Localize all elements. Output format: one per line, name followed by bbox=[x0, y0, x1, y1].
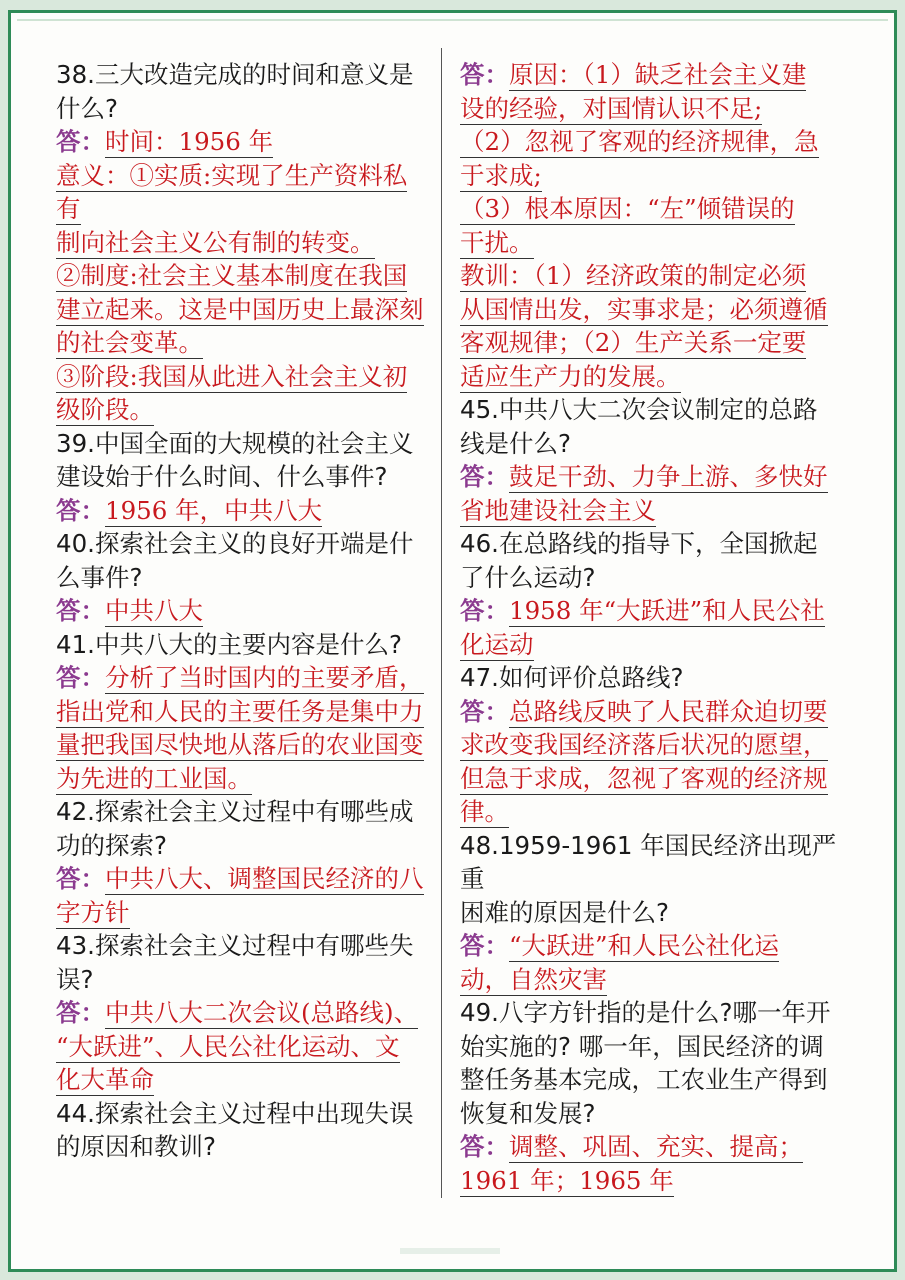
question-line bbox=[460, 896, 845, 930]
answer-line bbox=[56, 326, 441, 360]
answer-line bbox=[56, 762, 441, 796]
text: 40.探索社会主义的良好开端是什 bbox=[56, 529, 414, 558]
text: 调整、巩固、充实、提高； bbox=[509, 1132, 803, 1161]
answer-line bbox=[460, 695, 845, 729]
text: 律。 bbox=[460, 797, 509, 826]
answer-line bbox=[460, 360, 845, 394]
question-line bbox=[56, 1130, 441, 1164]
answer-line bbox=[460, 58, 845, 92]
text: 49.八字方针指的是什么?哪一年开 bbox=[460, 998, 831, 1027]
answer-line bbox=[460, 1164, 845, 1198]
answer-line bbox=[56, 159, 441, 193]
answer-line bbox=[460, 963, 845, 997]
text: 中共八大、调整国民经济的八 bbox=[105, 864, 424, 893]
answer-line bbox=[56, 226, 441, 260]
text: ②制度:社会主义基本制度在我国 bbox=[56, 261, 408, 290]
text: 始实施的? 哪一年，国民经济的调 bbox=[460, 1031, 824, 1061]
answer-line bbox=[460, 460, 845, 494]
text: 48.1959-1961 年国民经济出现严重 bbox=[460, 830, 837, 893]
text: 42.探索社会主义过程中有哪些成 bbox=[56, 797, 414, 826]
answer-line bbox=[56, 192, 441, 226]
footer-watermark bbox=[400, 1248, 500, 1254]
answer-label: 答： bbox=[56, 596, 105, 625]
answer-line bbox=[56, 360, 441, 394]
answer-line bbox=[460, 92, 845, 126]
text: 省地建设社会主义 bbox=[460, 495, 656, 525]
text: ③阶段:我国从此进入社会主义初 bbox=[56, 361, 408, 391]
answer-label: 答： bbox=[460, 696, 509, 726]
text: 45.中共八大二次会议制定的总路 bbox=[460, 395, 818, 424]
answer-label: 答： bbox=[56, 663, 105, 692]
answer-label: 答： bbox=[460, 1132, 509, 1161]
text: 原因：（1）缺乏社会主义建 bbox=[509, 60, 807, 89]
question-line bbox=[460, 561, 845, 595]
question-line bbox=[56, 527, 441, 561]
answer-line bbox=[460, 494, 845, 528]
text: 为先进的工业国。 bbox=[56, 763, 252, 793]
text: 化运动 bbox=[460, 629, 534, 659]
answer-label: 答： bbox=[56, 998, 105, 1027]
text: 么事件? bbox=[56, 562, 143, 592]
answer-line bbox=[460, 728, 845, 762]
text: “大跃进”、人民公社化运动、文 bbox=[56, 1031, 400, 1061]
text: 但急于求成，忽视了客观的经济规 bbox=[460, 763, 828, 793]
left-column bbox=[56, 58, 441, 1164]
question-line bbox=[56, 628, 441, 662]
text: 适应生产力的发展。 bbox=[460, 361, 681, 391]
answer-line bbox=[56, 695, 441, 729]
answer-line bbox=[56, 728, 441, 762]
question-line bbox=[56, 795, 441, 829]
text: 求改变我国经济落后状况的愿望， bbox=[460, 730, 828, 759]
answer-label: 答： bbox=[460, 60, 509, 89]
answer-line bbox=[56, 661, 441, 695]
text: （2）忽视了客观的经济规律，急 bbox=[460, 127, 819, 156]
question-line bbox=[460, 1030, 845, 1064]
question-line bbox=[56, 460, 441, 494]
question-line bbox=[56, 929, 441, 963]
text: 误? bbox=[56, 964, 94, 994]
answer-line bbox=[56, 259, 441, 293]
frame-inner-border bbox=[17, 19, 888, 21]
answer-label: 答： bbox=[56, 495, 105, 525]
text: 量把我国尽快地从落后的农业国变 bbox=[56, 730, 424, 759]
text: 建立起来。这是中国历史上最深刻 bbox=[56, 294, 424, 324]
answer-line bbox=[56, 393, 441, 427]
text: 设的经验，对国情认识不足; bbox=[460, 93, 763, 123]
text: 线是什么? bbox=[460, 428, 572, 458]
text: 38.三大改造完成的时间和意义是 bbox=[56, 60, 414, 89]
text: 于求成; bbox=[460, 160, 542, 190]
text: 干扰。 bbox=[460, 227, 534, 257]
answer-line bbox=[460, 125, 845, 159]
text: 了什么运动? bbox=[460, 562, 596, 592]
answer-label: 答： bbox=[460, 462, 509, 491]
answer-label: 答： bbox=[56, 127, 105, 156]
text: 整任务基本完成，工农业生产得到 bbox=[460, 1065, 828, 1094]
text: “大跃进”和人民公社化运 bbox=[509, 931, 780, 960]
text: 建设始于什么时间、什么事件? bbox=[56, 462, 388, 491]
text: 功的探索? bbox=[56, 830, 168, 860]
answer-line bbox=[460, 795, 845, 829]
text: 教训：（1）经济政策的制定必须 bbox=[460, 261, 807, 290]
question-line bbox=[460, 661, 845, 695]
text: 困难的原因是什么? bbox=[460, 897, 670, 927]
answer-line bbox=[56, 1063, 441, 1097]
answer-line bbox=[56, 594, 441, 628]
answer-line bbox=[460, 1130, 845, 1164]
question-line bbox=[460, 1097, 845, 1131]
text: 鼓足干劲、力争上游、多快好 bbox=[509, 462, 828, 491]
answer-line bbox=[460, 226, 845, 260]
text: 1961 年；1965 年 bbox=[460, 1165, 674, 1195]
question-line bbox=[56, 829, 441, 863]
text: 41.中共八大的主要内容是什么? bbox=[56, 629, 402, 659]
answer-line bbox=[56, 896, 441, 930]
right-column bbox=[460, 58, 845, 1197]
answer-line bbox=[460, 929, 845, 963]
text: 制向社会主义公有制的转变。 bbox=[56, 227, 375, 257]
text: 时间：1956 年 bbox=[105, 127, 274, 156]
text: 客观规律；（2）生产关系一定要 bbox=[460, 328, 807, 357]
question-line bbox=[56, 427, 441, 461]
answer-line bbox=[460, 594, 845, 628]
text: 有 bbox=[56, 194, 81, 223]
answer-line bbox=[460, 192, 845, 226]
answer-line bbox=[460, 628, 845, 662]
question-line bbox=[56, 963, 441, 997]
text: 中共八大 bbox=[105, 596, 203, 625]
text: 总路线反映了人民群众迫切要 bbox=[509, 696, 828, 726]
column-divider bbox=[441, 48, 442, 1198]
text: 化大革命 bbox=[56, 1065, 154, 1094]
answer-line bbox=[56, 996, 441, 1030]
text: 44.探索社会主义过程中出现失误 bbox=[56, 1098, 414, 1128]
question-line bbox=[56, 561, 441, 595]
text: 什么? bbox=[56, 93, 119, 123]
answer-line bbox=[460, 762, 845, 796]
text: 的社会变革。 bbox=[56, 328, 203, 357]
question-line bbox=[460, 996, 845, 1030]
question-line bbox=[460, 427, 845, 461]
answer-line bbox=[460, 259, 845, 293]
text: 级阶段。 bbox=[56, 395, 154, 424]
text: 1958 年“大跃进”和人民公社 bbox=[509, 596, 825, 625]
answer-label: 答： bbox=[460, 931, 509, 960]
text: 1956 年，中共八大 bbox=[105, 495, 323, 525]
text: 43.探索社会主义过程中有哪些失 bbox=[56, 931, 414, 960]
answer-line bbox=[56, 862, 441, 896]
answer-label: 答： bbox=[460, 596, 509, 625]
text: 分析了当时国内的主要矛盾， bbox=[105, 663, 424, 692]
question-line bbox=[460, 829, 845, 896]
answer-line bbox=[460, 326, 845, 360]
text: 意义：①实质:实现了生产资料私 bbox=[56, 160, 408, 190]
answer-line bbox=[56, 1030, 441, 1064]
text: （3）根本原因：“左”倾错误的 bbox=[460, 194, 795, 223]
answer-line bbox=[460, 159, 845, 193]
question-line bbox=[460, 1063, 845, 1097]
text: 39.中国全面的大规模的社会主义 bbox=[56, 428, 414, 458]
text: 中共八大二次会议(总路线)、 bbox=[105, 998, 419, 1027]
answer-line bbox=[460, 293, 845, 327]
question-line bbox=[56, 1097, 441, 1131]
question-line bbox=[460, 527, 845, 561]
question-line bbox=[460, 393, 845, 427]
answer-label: 答： bbox=[56, 864, 105, 893]
text: 47.如何评价总路线? bbox=[460, 663, 684, 692]
text: 从国情出发，实事求是；必须遵循 bbox=[460, 294, 828, 324]
text: 指出党和人民的主要任务是集中力 bbox=[56, 696, 424, 726]
question-line bbox=[56, 92, 441, 126]
text: 动，自然灾害 bbox=[460, 964, 607, 994]
text: 的原因和教训? bbox=[56, 1132, 217, 1161]
answer-line bbox=[56, 494, 441, 528]
text: 字方针 bbox=[56, 897, 130, 927]
text: 46.在总路线的指导下，全国掀起 bbox=[460, 529, 818, 558]
answer-line bbox=[56, 293, 441, 327]
answer-line bbox=[56, 125, 441, 159]
question-line bbox=[56, 58, 441, 92]
text: 恢复和发展? bbox=[460, 1098, 596, 1128]
